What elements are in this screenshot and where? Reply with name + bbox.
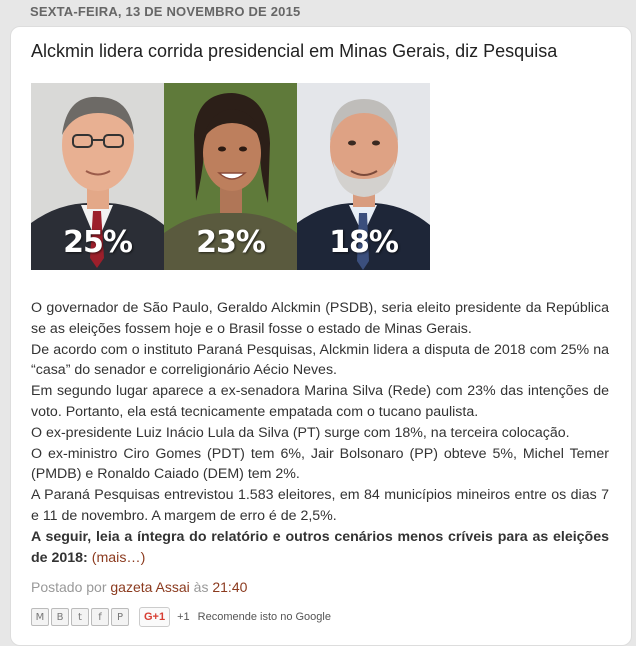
paragraph: O governador de São Paulo, Geraldo Alckmin (PSDB), seria eleito presidente da República se as eleições fossem hoje e o Brasil fosse o estado de Minas Gerais. — [31, 300, 609, 337]
percentage-label: 23% — [196, 225, 265, 260]
lead-text: A seguir, leia a íntegra do relatório e outros cenários menos críveis para as eleições de 2018: — [31, 528, 609, 566]
recommend-text: Recomende isto no Google — [197, 611, 331, 623]
percentage-label: 18% — [329, 225, 398, 260]
google-plus-button[interactable]: G+1 — [139, 607, 170, 627]
post-body — [31, 298, 609, 568]
lead-paragraph — [31, 527, 609, 569]
paragraph: De acordo com o instituto Paraná Pesquisas, Alckmin lidera a disputa de 2018 com 25% na “casa” do senador e correligionário Aécio Neves. — [31, 341, 609, 379]
google-plus-count: +1 — [177, 611, 190, 623]
paragraph: O ex-ministro Ciro Gomes (PDT) tem 6%, Jair Bolsonaro (PP) obteve 5%, Michel Temer (PMDB) e Ronaldo Caiado (DEM) tem 2%. — [31, 445, 609, 483]
paragraph: A Paraná Pesquisas entrevistou 1.583 eleitores, em 84 municípios mineiros entre os dias 7 e 11 de novembro. A margem de erro é de 2,5%. — [31, 487, 609, 524]
photo-strip — [31, 83, 430, 270]
author-link[interactable]: gazeta Assai — [110, 579, 190, 595]
email-share-button[interactable]: M — [31, 608, 49, 626]
post-footer — [31, 579, 247, 595]
pinterest-share-button[interactable]: P — [111, 608, 129, 626]
read-more-link[interactable]: (mais…) — [91, 549, 146, 566]
blog-share-button[interactable]: B — [51, 608, 69, 626]
photo-marina — [164, 83, 297, 270]
photo-lula — [297, 83, 430, 270]
paragraph: O ex-presidente Luiz Inácio Lula da Silva (PT) surge com 18%, na terceira colocação. — [31, 424, 570, 441]
post-card — [10, 26, 632, 646]
date-header: SEXTA-FEIRA, 13 DE NOVEMBRO DE 2015 — [30, 4, 301, 19]
facebook-share-button[interactable]: f — [91, 608, 109, 626]
post-title[interactable]: Alckmin lidera corrida presidencial em Minas Gerais, diz Pesquisa — [31, 41, 558, 61]
at-label: às — [193, 579, 209, 595]
share-row — [31, 607, 331, 627]
post-time-link[interactable]: 21:40 — [212, 579, 248, 595]
photo-alckmin — [31, 83, 164, 270]
twitter-share-button[interactable]: t — [71, 608, 89, 626]
paragraph: Em segundo lugar aparece a ex-senadora Marina Silva (Rede) com 23% das intenções de voto. Portanto, ela está tecnicamente empatada com o tucano paulista. — [31, 383, 609, 420]
percentage-label: 25% — [63, 225, 132, 260]
posted-by-label: Postado por — [31, 579, 107, 595]
